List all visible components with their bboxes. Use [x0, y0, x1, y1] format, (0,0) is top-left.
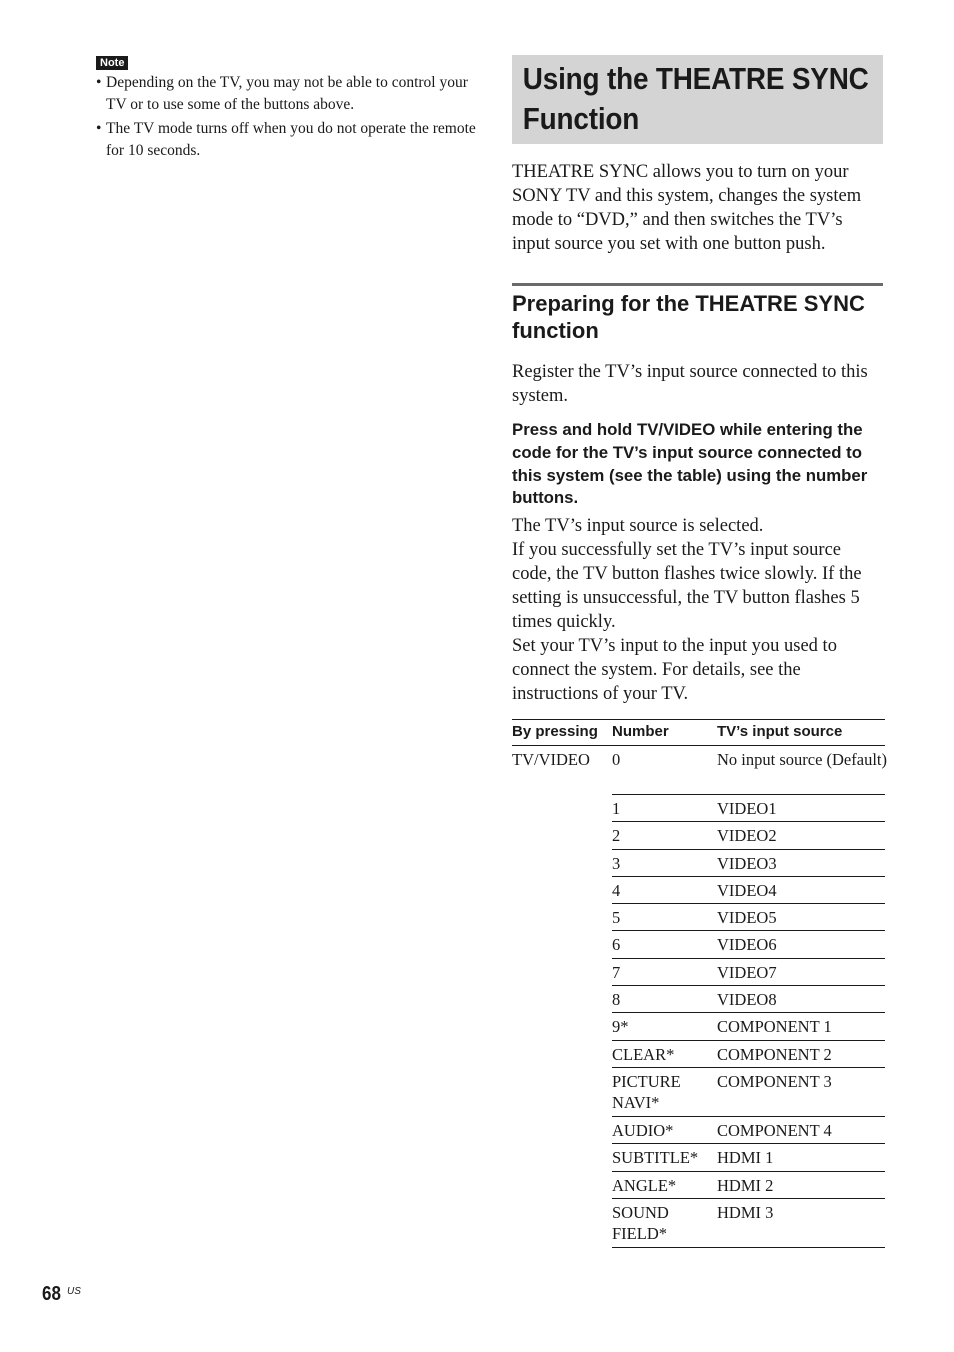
note-badge: Note	[96, 56, 128, 70]
input-source-cell: VIDEO4	[717, 880, 777, 900]
pressing-button-cell: TV/VIDEO	[512, 750, 590, 769]
title-band	[512, 55, 883, 144]
input-source-cell: COMPONENT 1	[717, 1017, 832, 1037]
number-cell: SOUND FIELD*	[612, 1202, 669, 1244]
number-cell: 4	[612, 880, 621, 900]
number-cell: 6	[612, 935, 621, 955]
number-cell: 7	[612, 962, 621, 982]
input-source-cell: HDMI 2	[717, 1175, 774, 1195]
number-cell: 9*	[612, 1017, 629, 1037]
table-body	[512, 746, 885, 1248]
intro-paragraph: THEATRE SYNC allows you to turn on your SONY TV and this system, changes the system mode to “DVD,” and then switches the TV’s input source you set with one button push.	[512, 162, 862, 254]
step-instruction: Press and hold TV/VIDEO while entering the code for the TV’s input source connected to this system (see the table) using the number buttons.	[512, 420, 868, 508]
number-cell: AUDIO*	[612, 1120, 674, 1140]
result-line: If you successfully set the TV’s input source code, the TV button flashes twice slowly. If the setting is unsuccessful, the TV button flashes 5 times quickly.	[512, 540, 862, 632]
header-by-pressing: By pressing	[512, 723, 598, 740]
page-suffix: US	[67, 1286, 81, 1297]
note-list	[96, 72, 476, 164]
table-row	[612, 959, 885, 986]
note-item: • Depending on the TV, you may not be able to control your TV or to use some of the buttons above.	[96, 72, 476, 116]
table-row	[612, 746, 885, 795]
input-source-cell: VIDEO1	[717, 799, 777, 818]
table-row	[612, 1013, 885, 1040]
input-source-cell: VIDEO3	[717, 853, 777, 873]
table-row	[612, 1117, 885, 1144]
table-row	[612, 877, 885, 904]
table-row	[612, 1172, 885, 1199]
table-row	[612, 850, 885, 877]
input-source-table	[512, 719, 885, 1248]
header-input-source: TV’s input source	[717, 723, 843, 740]
table-row	[612, 931, 885, 958]
number-cell: PICTURE NAVI*	[612, 1071, 681, 1113]
input-source-cell: No input source (Default)	[717, 750, 887, 769]
number-cell: 3	[612, 853, 621, 873]
table-row	[612, 904, 885, 931]
note-item: • The TV mode turns off when you do not operate the remote for 10 seconds.	[96, 118, 476, 162]
input-source-cell: VIDEO5	[717, 908, 777, 928]
section-heading: Preparing for the THEATRE SYNC function	[512, 291, 865, 343]
number-cell: ANGLE*	[612, 1175, 677, 1195]
result-line: The TV’s input source is selected.	[512, 516, 764, 536]
register-paragraph: Register the TV’s input source connected to this system.	[512, 362, 868, 406]
input-source-cell: HDMI 3	[717, 1202, 774, 1222]
input-source-cell: COMPONENT 3	[717, 1071, 832, 1091]
header-number: Number	[612, 723, 669, 740]
number-cell: SUBTITLE*	[612, 1148, 699, 1168]
input-source-cell: COMPONENT 4	[717, 1120, 832, 1140]
number-cell: 8	[612, 990, 621, 1010]
number-cell: 5	[612, 908, 621, 928]
page-title: Using the THEATRE SYNC Function	[522, 61, 869, 136]
page-number: 68	[42, 1283, 61, 1305]
number-cell: 2	[612, 826, 621, 846]
input-source-cell: HDMI 1	[717, 1148, 774, 1168]
number-cell: 0	[612, 750, 621, 769]
table-row	[612, 795, 885, 822]
table-header	[512, 719, 885, 746]
table-row	[612, 1068, 885, 1117]
input-source-cell: COMPONENT 2	[717, 1044, 832, 1064]
table-row	[612, 822, 885, 849]
number-cell: 1	[612, 799, 621, 818]
result-line: Set your TV’s input to the input you used to connect the system. For details, see the instructions of your TV.	[512, 636, 837, 704]
table-row	[612, 1041, 885, 1068]
section-divider	[512, 283, 883, 286]
table-row	[612, 986, 885, 1013]
number-cell: CLEAR*	[612, 1044, 675, 1064]
input-source-cell: VIDEO7	[717, 962, 777, 982]
input-source-cell: VIDEO6	[717, 935, 777, 955]
input-source-cell: VIDEO2	[717, 826, 777, 846]
table-row	[612, 1144, 885, 1171]
result-text	[512, 514, 884, 706]
input-source-cell: VIDEO8	[717, 990, 777, 1010]
table-row	[612, 1199, 885, 1248]
